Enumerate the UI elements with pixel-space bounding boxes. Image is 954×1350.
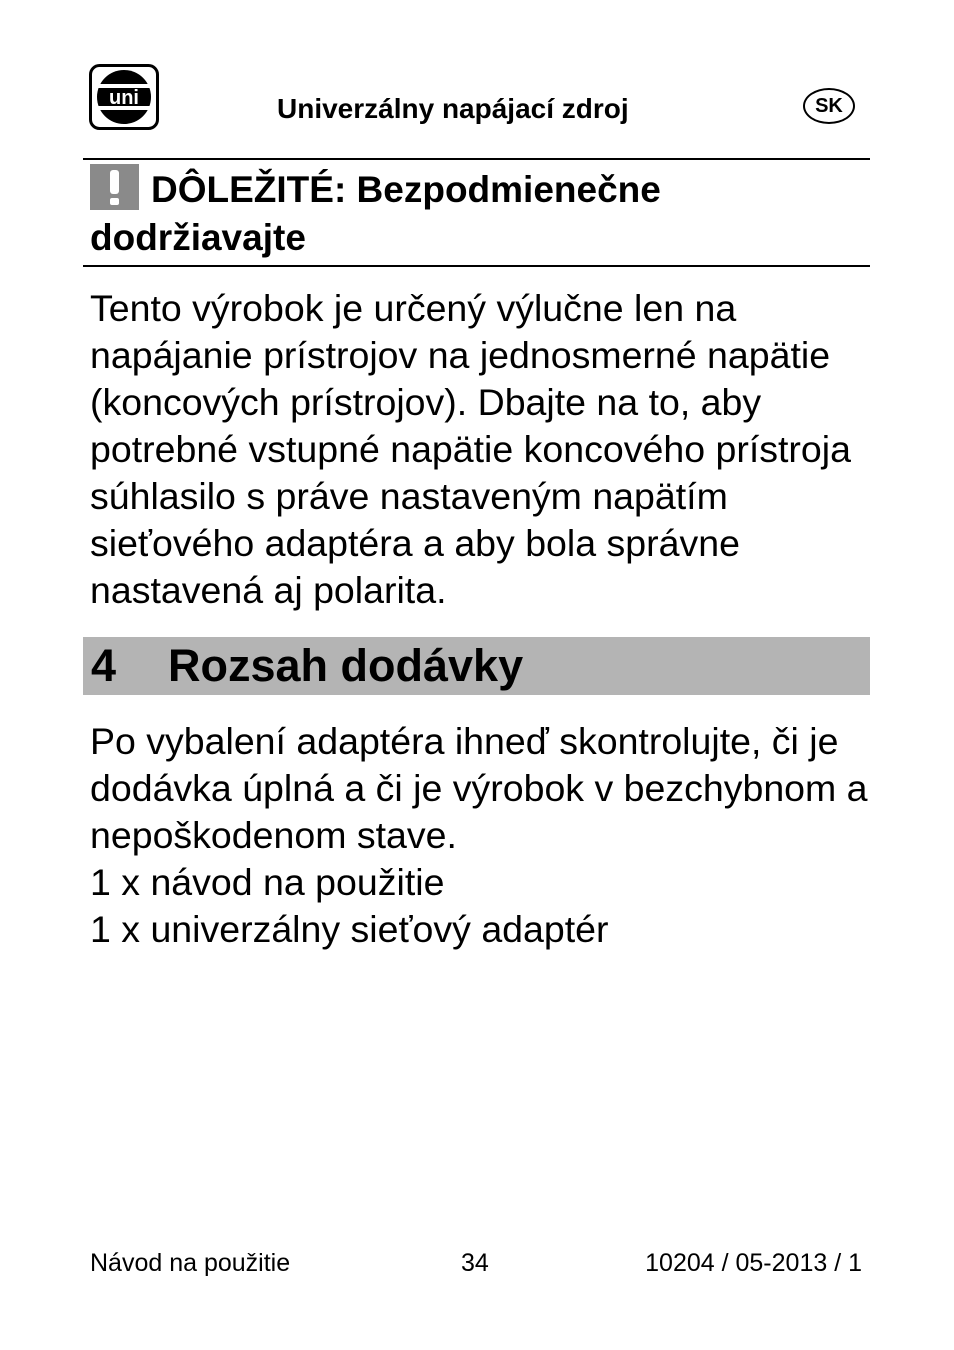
footer-doc-type: Návod na použitie [90, 1249, 291, 1277]
brand-logo [89, 64, 159, 130]
section-heading [83, 637, 870, 695]
section-number: 4 [91, 640, 117, 691]
divider-top [83, 158, 870, 160]
delivery-list [90, 859, 609, 953]
usage-paragraph: Tento výrobok je určený výlučne len na napájanie prístrojov na jednosmerné napätie (koncových prístrojov). Dbajte na to, aby potrebné vstupné napätie koncového prístroja súhlasilo s práve nastaveným napätím sieťového adaptéra a aby bola správne nastavená aj polarita. [90, 287, 851, 611]
list-item: 1 x návod na použitie [90, 861, 445, 903]
section-title: Rozsah dodávky [168, 640, 524, 691]
page-number: 34 [461, 1249, 489, 1277]
divider-bottom [83, 265, 870, 267]
important-notice [90, 164, 860, 262]
document-title: Univerzálny napájací zdroj [277, 93, 629, 124]
important-heading: DÔLEŽITÉ: Bezpodmienečne dodržiavajte [90, 169, 661, 258]
inspection-paragraph: Po vybalení adaptéra ihneď skontrolujte, či je dodávka úplná a či je výrobok v bezchybnom a nepoškodenom stave. [90, 720, 868, 856]
list-item: 1 x univerzálny sieťový adaptér [90, 908, 609, 950]
footer-doc-code: 10204 / 05-2013 / 1 [645, 1249, 862, 1277]
exclamation-icon [90, 164, 139, 210]
language-badge: SK [803, 88, 855, 124]
logo-text: uni [109, 87, 139, 109]
